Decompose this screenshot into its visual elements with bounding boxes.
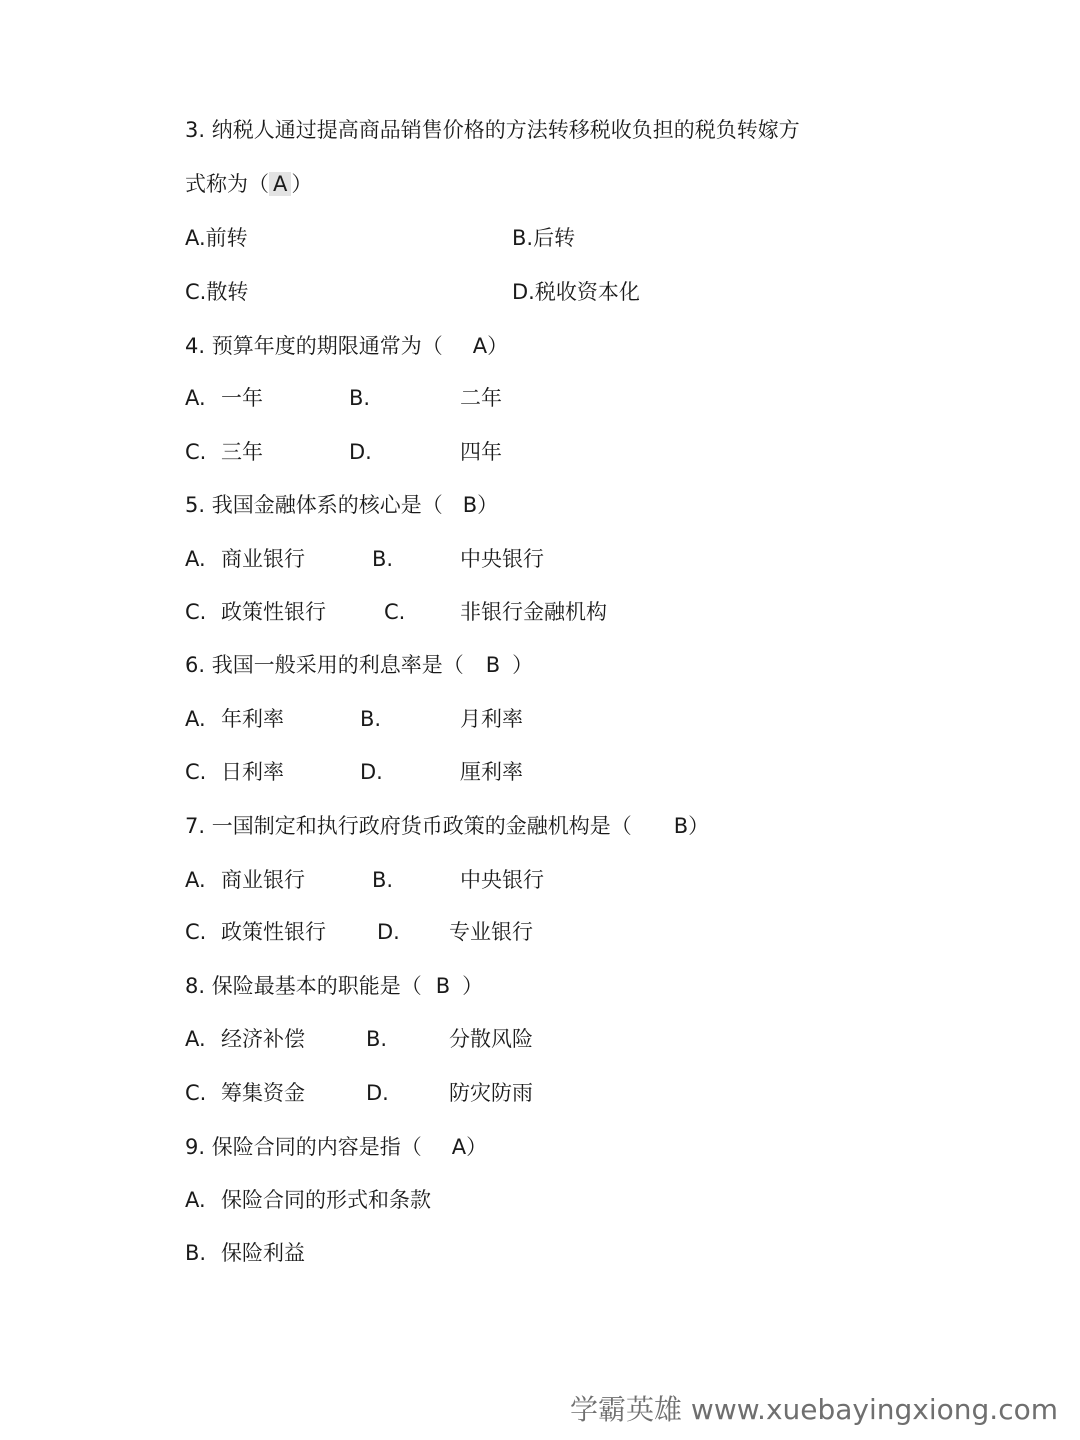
question-8-option-a-text: 经济补偿: [221, 1027, 305, 1051]
question-3-answer: A: [269, 172, 291, 196]
question-9-option-a-label: A.: [185, 1188, 206, 1212]
question-6-option-b-label: B.: [360, 707, 382, 731]
question-4-option-b-text: 二年: [460, 386, 502, 410]
question-3-option-a: A.前转: [185, 226, 248, 250]
question-9-option-a-text: 保险合同的形式和条款: [221, 1188, 431, 1212]
question-5-option-d-label: C.: [384, 600, 406, 624]
question-4-option-c-text: 三年: [221, 440, 263, 464]
question-6-option-d-label: D.: [360, 760, 383, 784]
question-4-option-a-label: A.: [185, 386, 206, 410]
question-5-option-a-text: 商业银行: [221, 547, 305, 571]
question-5-option-b-label: B.: [372, 547, 394, 571]
question-4-option-b-label: B.: [349, 386, 371, 410]
question-8-stem: 8. 保险最基本的职能是（ B ）: [185, 974, 484, 998]
question-8-option-d-text: 防灾防雨: [449, 1081, 533, 1105]
question-7-option-b-text: 中央银行: [460, 868, 544, 892]
question-8-option-a-label: A.: [185, 1027, 206, 1051]
question-3-option-b: B.后转: [512, 226, 576, 250]
question-4-stem: 4. 预算年度的期限通常为（ A）: [185, 334, 509, 358]
question-6-option-c-label: C.: [185, 760, 207, 784]
question-8-option-b-text: 分散风险: [449, 1027, 533, 1051]
question-5-option-a-label: A.: [185, 547, 206, 571]
question-9-option-b-text: 保险利益: [221, 1241, 305, 1265]
question-4-option-d-label: D.: [349, 440, 372, 464]
question-5-stem: 5. 我国金融体系的核心是（ B）: [185, 493, 499, 517]
question-3-option-c: C.散转: [185, 280, 249, 304]
question-5-option-c-label: C.: [185, 600, 207, 624]
question-7-option-c-text: 政策性银行: [221, 920, 326, 944]
question-6-option-a-text: 年利率: [221, 707, 284, 731]
question-8-option-d-label: D.: [366, 1081, 389, 1105]
question-5-option-b-text: 中央银行: [460, 547, 544, 571]
question-6-option-d-text: 厘利率: [460, 760, 523, 784]
question-4-option-c-label: C.: [185, 440, 207, 464]
question-9-stem: 9. 保险合同的内容是指（ A）: [185, 1135, 488, 1159]
question-5-option-c-text: 政策性银行: [221, 600, 326, 624]
question-6-option-c-text: 日利率: [221, 760, 284, 784]
question-6-stem: 6. 我国一般采用的利息率是（ B ）: [185, 653, 534, 677]
question-8-option-c-text: 筹集资金: [221, 1081, 305, 1105]
question-8-answer: B: [435, 974, 451, 998]
question-7-option-d-text: 专业银行: [449, 920, 533, 944]
question-9-answer: A: [451, 1135, 467, 1159]
question-5-answer: B: [462, 493, 478, 517]
question-4-option-a-text: 一年: [221, 386, 263, 410]
question-8-option-b-label: B.: [366, 1027, 388, 1051]
question-9-option-b-label: B.: [185, 1241, 207, 1265]
question-6-option-a-label: A.: [185, 707, 206, 731]
watermark: 学霸英雄 www.xuebayingxiong.com: [570, 1393, 1058, 1426]
question-3-option-d: D.税收资本化: [512, 280, 640, 304]
question-7-option-b-label: B.: [372, 868, 394, 892]
question-6-answer: B: [485, 653, 501, 677]
question-7-option-d-label: D.: [377, 920, 400, 944]
question-5-option-d-text: 非银行金融机构: [460, 600, 607, 624]
question-7-option-a-text: 商业银行: [221, 868, 305, 892]
question-7-option-c-label: C.: [185, 920, 207, 944]
question-3-stem-line2: 式称为（ A ）: [185, 172, 313, 196]
question-7-stem: 7. 一国制定和执行政府货币政策的金融机构是（ B）: [185, 814, 710, 838]
question-7-option-a-label: A.: [185, 868, 206, 892]
question-8-option-c-label: C.: [185, 1081, 207, 1105]
question-3-stem-line1: 3. 纳税人通过提高商品销售价格的方法转移税收负担的税负转嫁方: [185, 118, 800, 142]
question-6-option-b-text: 月利率: [460, 707, 523, 731]
question-4-option-d-text: 四年: [460, 440, 502, 464]
question-4-answer: A: [472, 334, 488, 358]
question-7-answer: B: [673, 814, 689, 838]
